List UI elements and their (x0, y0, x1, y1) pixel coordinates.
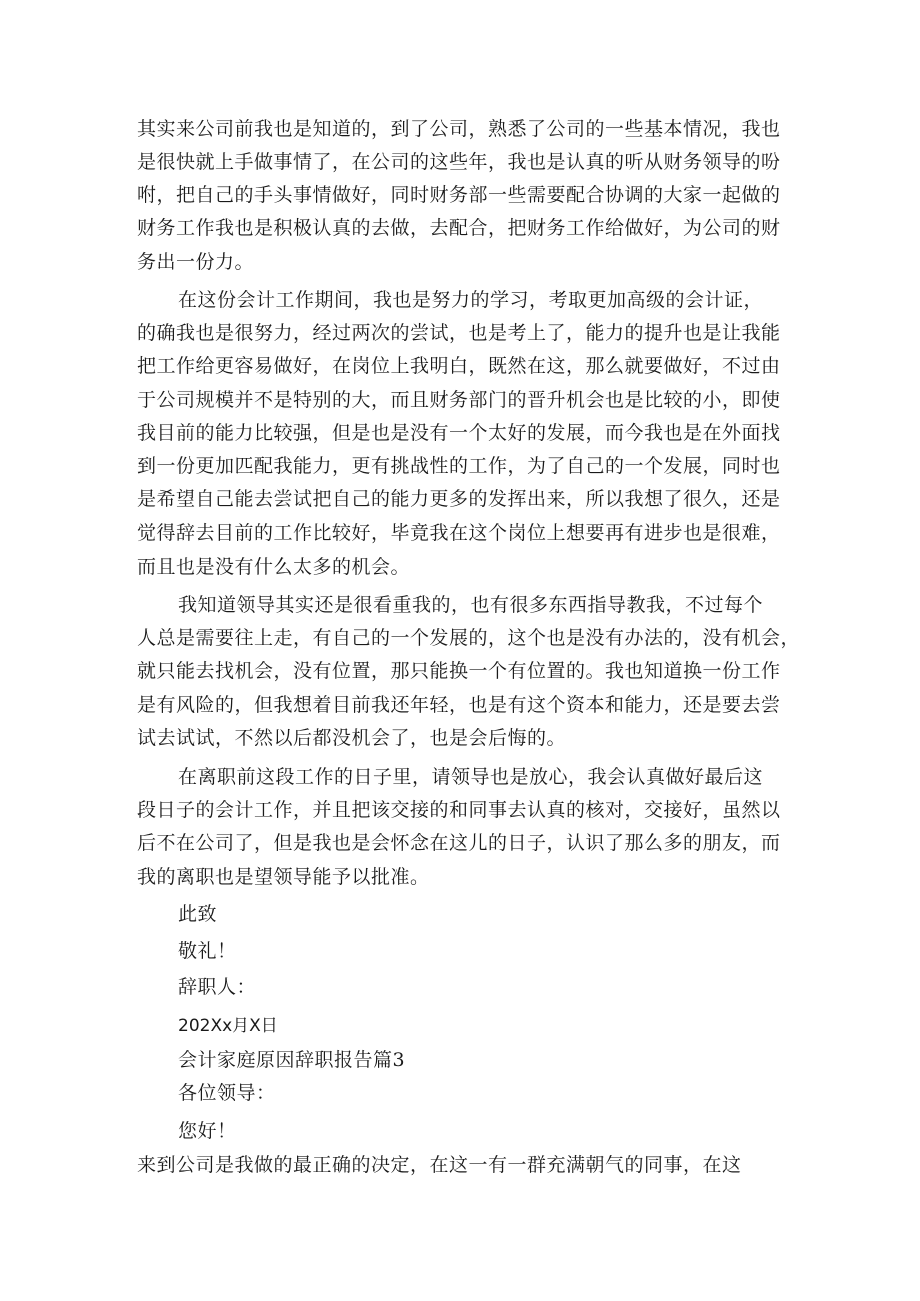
signer-label: 辞职人： (178, 976, 257, 998)
paragraph-2-line-9: 而且也是没有什么太多的机会。 (137, 556, 411, 578)
paragraph-3-line-3: 就只能去找机会，没有位置，那只能换一个有位置的。我也知道换一份工作 (137, 660, 781, 682)
paragraph-2-line-1: 在这份会计工作期间，我也是努力的学习，考取更加高级的会计证， (178, 289, 764, 311)
paragraph-3-line-4: 是有风险的，但我想着目前我还年轻，也是有这个资本和能力，还是要去尝 (137, 694, 781, 716)
paragraph-4-line-4: 我的离职也是望领导能予以批准。 (137, 866, 430, 888)
paragraph-4-line-2: 段日子的会计工作，并且把该交接的和同事去认真的核对，交接好，虽然以 (137, 799, 781, 821)
section-title-part-3: 会计家庭原因辞职报告篇3 (178, 1049, 406, 1071)
paragraph-2-line-6: 到一份更加匹配我能力，更有挑战性的工作，为了自己的一个发展，同时也 (137, 455, 781, 477)
paragraph-2-line-3: 把工作给更容易做好，在岗位上我明白，既然在这，那么就要做好，不过由 (137, 355, 781, 377)
salutation-ci-zhi: 此致 (178, 903, 218, 925)
paragraph-3-line-2: 人总是需要往上走，有自己的一个发展的，这个也是没有办法的，没有机会， (137, 627, 801, 649)
paragraph-3-line-1: 我知道领导其实还是很看重我的，也有很多东西指导教我，不过每个 (178, 594, 764, 616)
paragraph-1-line-5: 务出一份力。 (137, 251, 255, 273)
paragraph-3-line-5: 试去试试，不然以后都没机会了，也是会后悔的。 (137, 727, 567, 749)
paragraph-2-line-2: 的确我也是很努力，经过两次的尝试，也是考上了，能力的提升也是让我能 (137, 322, 781, 344)
next-section-first-line: 来到公司是我做的最正确的决定，在这一有一群充满朝气的同事，在这 (137, 1154, 742, 1176)
paragraph-4-line-3: 后不在公司了，但是我也是会怀念在这儿的日子，认识了那么多的朋友，而 (137, 832, 781, 854)
paragraph-2-line-5: 我目前的能力比较强，但是也是没有一个太好的发展，而今我也是在外面找 (137, 422, 781, 444)
paragraph-1-line-3: 咐，把自己的手头事情做好，同时财务部一些需要配合协调的大家一起做的 (137, 184, 781, 206)
paragraph-1-line-4: 财务工作我也是积极认真的去做，去配合，把财务工作给做好，为公司的财 (137, 217, 781, 239)
paragraph-1-line-2: 是很快就上手做事情了，在公司的这些年，我也是认真的听从财务领导的吩 (137, 151, 781, 173)
paragraph-2-line-4: 于公司规模并不是特别的大，而且财务部门的晋升机会也是比较的小，即使 (137, 389, 781, 411)
paragraph-4-line-1: 在离职前这段工作的日子里，请领导也是放心，我会认真做好最后这 (178, 766, 764, 788)
salutation-jing-li: 敬礼！ (178, 940, 237, 962)
paragraph-2-line-8: 觉得辞去目前的工作比较好，毕竟我在这个岗位上想要再有进步也是很难， (137, 522, 781, 544)
paragraph-1-line-1: 其实来公司前我也是知道的，到了公司，熟悉了公司的一些基本情况，我也 (137, 118, 781, 140)
signature-date: 202Xx月X日 (178, 1016, 278, 1036)
paragraph-2-line-7: 是希望自己能去尝试把自己的能力更多的发挥出来，所以我想了很久，还是 (137, 488, 781, 510)
greeting-hello: 您好！ (178, 1120, 237, 1142)
greeting-leaders: 各位领导： (178, 1082, 276, 1104)
